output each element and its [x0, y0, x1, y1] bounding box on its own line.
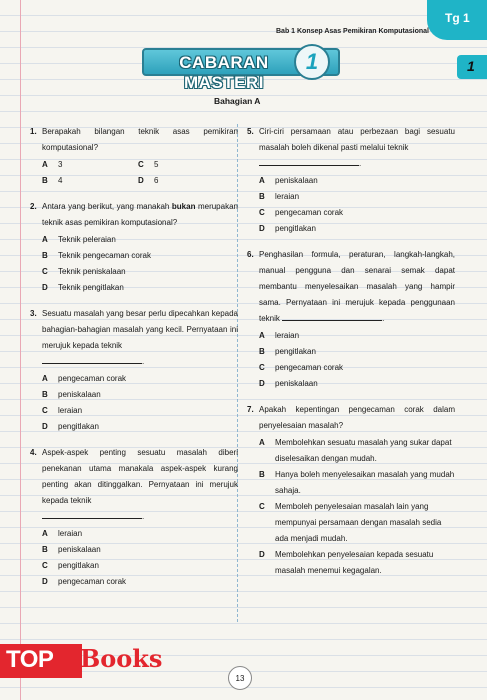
option[interactable]: [42, 264, 238, 280]
option[interactable]: [42, 232, 238, 248]
options: [259, 435, 455, 579]
options: [259, 173, 455, 237]
option[interactable]: [138, 157, 234, 173]
question-2: [30, 199, 238, 296]
question-text-part: Aspek-aspek penting sesuatu masalah diberi penekanan utama manakala aspek-aspek kurang penting akan ditinggalkan. Pernyataan ini merujuk kepada teknik: [42, 448, 238, 505]
option[interactable]: [42, 542, 238, 558]
option[interactable]: [259, 360, 455, 376]
option[interactable]: [259, 467, 455, 499]
question-text-emphasis: bukan: [171, 202, 196, 211]
question-text-part: .: [142, 512, 145, 521]
option-letter: D: [42, 422, 48, 431]
question-text-part: .: [382, 314, 385, 323]
options: [259, 328, 455, 392]
question-number: 4.: [30, 448, 37, 457]
option-text: peniskalaan: [275, 176, 318, 185]
option-letter: C: [42, 561, 48, 570]
option[interactable]: [42, 371, 238, 387]
option-letter: B: [42, 251, 48, 260]
section-banner: [142, 48, 340, 92]
option-letter: B: [42, 390, 48, 399]
option-letter: B: [259, 470, 265, 479]
option-letter: C: [138, 160, 144, 169]
option-letter: C: [42, 267, 48, 276]
question-text-part: .: [142, 357, 145, 366]
option-text: pengitlakan: [275, 347, 316, 356]
question-3: [30, 306, 238, 435]
options: [42, 526, 238, 590]
option-text: pengecaman corak: [275, 363, 344, 372]
option-letter: D: [259, 379, 265, 388]
question-text: [42, 306, 238, 370]
option[interactable]: [259, 435, 455, 467]
question-5: [247, 124, 455, 237]
question-number: 6.: [247, 250, 254, 259]
option-letter: D: [42, 577, 48, 586]
page-number: 13: [228, 666, 252, 690]
question-6: [247, 247, 455, 392]
option-letter: A: [42, 235, 48, 244]
right-column: [247, 124, 455, 579]
grade-tab: Tg 1: [427, 0, 487, 40]
option-text: pengecaman corak: [275, 208, 344, 217]
section-title: Bahagian A: [214, 96, 261, 106]
left-column: [30, 124, 238, 590]
option-letter: D: [259, 224, 265, 233]
option-text: pengitlakan: [58, 561, 99, 570]
option-text: peniskalaan: [275, 379, 318, 388]
option-text: Teknik peleraian: [58, 235, 116, 244]
logo-books-text: Books: [80, 644, 163, 673]
question-number: 7.: [247, 405, 254, 414]
question-text: [42, 445, 238, 525]
option-letter: D: [42, 283, 48, 292]
chapter-side-tab: 1: [457, 55, 487, 79]
option-text: Teknik peniskalaan: [58, 267, 126, 276]
question-text: [259, 124, 455, 172]
option-text: 5: [154, 160, 159, 169]
options: [42, 232, 238, 296]
option[interactable]: [259, 328, 455, 344]
option-letter: C: [42, 406, 48, 415]
option-text: leraian: [58, 529, 83, 538]
option-letter: B: [259, 347, 265, 356]
question-text: [259, 247, 455, 327]
logo-top-text: TOP: [0, 644, 82, 678]
question-text-part: Ciri-ciri persamaan atau perbezaan bagi sesuatu masalah boleh dikenal pasti melalui teknik: [259, 127, 455, 152]
option-text: leraian: [275, 192, 300, 201]
question-text: [42, 199, 238, 231]
question-number: 2.: [30, 202, 37, 211]
option-letter: B: [42, 176, 48, 185]
banner-title: CABARAN MASTERI: [179, 53, 269, 92]
option[interactable]: [42, 558, 238, 574]
option-text: 4: [58, 176, 63, 185]
option-letter: A: [259, 176, 265, 185]
option[interactable]: [259, 376, 455, 392]
option-text: leraian: [275, 331, 300, 340]
option[interactable]: [259, 205, 455, 221]
option-text: pengitlakan: [58, 422, 99, 431]
option-letter: B: [42, 545, 48, 554]
option[interactable]: [259, 189, 455, 205]
option-text: Membolehkan penyelesaian kepada sesuatu masalah menemui kegagalan.: [275, 550, 434, 575]
answer-blank[interactable]: [259, 156, 362, 168]
option-text: pengitlakan: [275, 224, 316, 233]
option-text: pengecaman corak: [58, 374, 127, 383]
question-4: [30, 445, 238, 590]
option-letter: B: [259, 192, 265, 201]
question-text-part: Penghasilan formula, peraturan, langkah-langkah, manual pengguna dan senarai semak dapat membantu menyelesaikan masalah yang hampir sama. Pernyataan ini merujuk kepada penggunaan teknik: [259, 250, 455, 323]
option[interactable]: [42, 157, 138, 173]
option-letter: D: [138, 176, 144, 185]
options: [42, 371, 238, 435]
question-text-part: .: [359, 159, 362, 168]
option-text: Teknik pengitlakan: [58, 283, 124, 292]
option-text: pengecaman corak: [58, 577, 127, 586]
option-letter: A: [259, 331, 265, 340]
option[interactable]: [259, 547, 455, 579]
option-letter: A: [42, 374, 48, 383]
option-text: peniskalaan: [58, 390, 101, 399]
option[interactable]: [42, 419, 238, 435]
option-text: peniskalaan: [58, 545, 101, 554]
question-text-part: Sesuatu masalah yang besar perlu dipecahkan kepada bahagian-bahagian masalah yang kecil. Pernyataan ini merujuk kepada teknik: [42, 309, 238, 350]
option-text: Memboleh penyelesaian masalah lain yang mempunyai persamaan dengan masalah sedia ada menjadi mudah.: [275, 502, 442, 543]
question-number: 1.: [30, 127, 37, 136]
option-text: Membolehkan sesuatu masalah yang sukar dapat diselesaikan dengan mudah.: [275, 438, 452, 463]
option[interactable]: [259, 499, 455, 547]
option-text: Teknik pengecaman corak: [58, 251, 151, 260]
option-letter: D: [259, 550, 265, 559]
option[interactable]: [42, 403, 238, 419]
question-text: Apakah kepentingan pengecaman corak dalam penyelesaian masalah?: [259, 405, 455, 430]
option[interactable]: [259, 221, 455, 237]
margin-line: [20, 0, 21, 700]
question-text-part: merupakan teknik asas pemikiran komputasional?: [42, 202, 238, 227]
option[interactable]: [138, 173, 234, 189]
option[interactable]: [42, 248, 238, 264]
answer-blank[interactable]: [282, 311, 385, 323]
option-letter: C: [259, 502, 265, 511]
banner-badge: 1: [294, 44, 330, 80]
question-text-part: Antara yang berikut, yang manakah: [42, 202, 170, 211]
option-text: 3: [58, 160, 63, 169]
option-text: 6: [154, 176, 159, 185]
option[interactable]: [259, 173, 455, 189]
question-text: Berapakah bilangan teknik asas pemikiran komputasional?: [42, 127, 238, 152]
answer-blank[interactable]: [42, 354, 145, 366]
option-letter: C: [259, 208, 265, 217]
option[interactable]: [42, 387, 238, 403]
option-letter: C: [259, 363, 265, 372]
question-number: 5.: [247, 127, 254, 136]
option-letter: A: [42, 529, 48, 538]
option-letter: A: [259, 438, 265, 447]
answer-blank[interactable]: [42, 509, 145, 521]
chapter-header: Bab 1 Konsep Asas Pemikiran Komputasional: [276, 28, 430, 35]
option-text: leraian: [58, 406, 83, 415]
option-text: Hanya boleh menyelesaikan masalah yang mudah sahaja.: [275, 470, 455, 495]
question-1: [30, 124, 238, 189]
option[interactable]: [42, 173, 138, 189]
options: [42, 157, 238, 189]
option[interactable]: [42, 280, 238, 296]
option[interactable]: [42, 574, 238, 590]
question-number: 3.: [30, 309, 37, 318]
option[interactable]: [42, 526, 238, 542]
question-7: [247, 402, 455, 579]
option[interactable]: [259, 344, 455, 360]
option-letter: A: [42, 160, 48, 169]
